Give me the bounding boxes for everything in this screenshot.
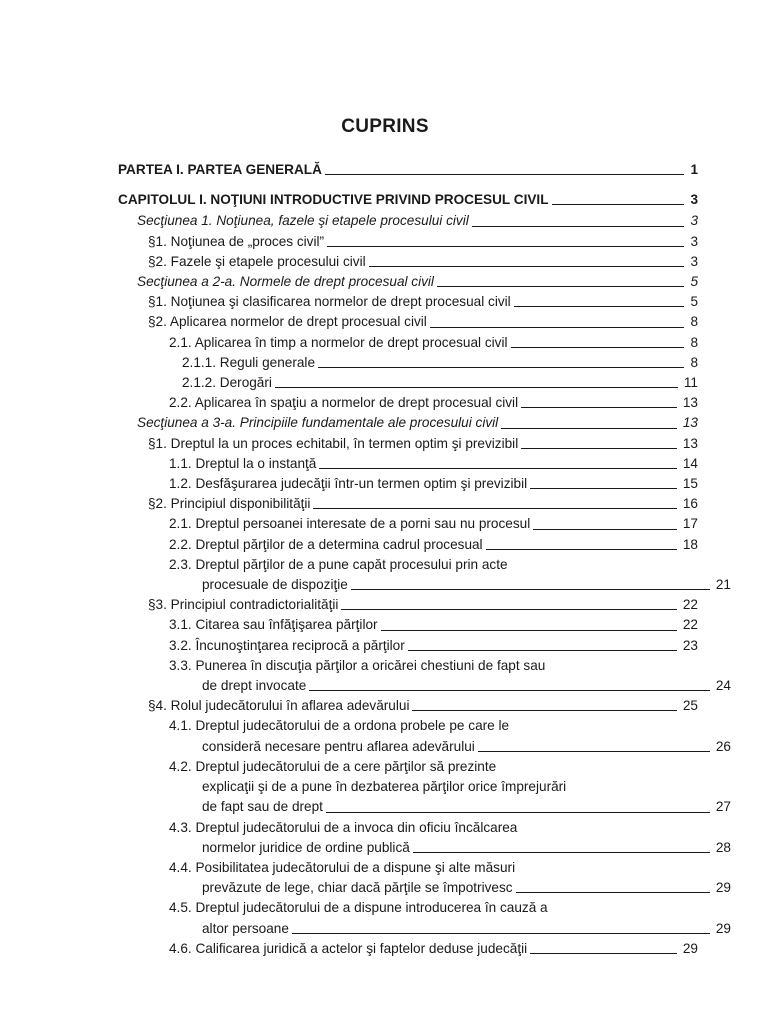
toc-page-number: 29 <box>715 880 731 896</box>
toc-entry-label: 3.2. Încunoştinţarea reciprocă a părţilor <box>169 637 405 653</box>
toc-page-number: 15 <box>682 476 698 492</box>
toc-entry <box>118 413 698 433</box>
toc-leader-line <box>533 529 677 530</box>
toc-entry <box>118 818 731 858</box>
toc-page-number: 13 <box>682 415 698 431</box>
toc-leader-line <box>486 549 677 550</box>
toc-page-number: 13 <box>682 395 698 411</box>
toc-leader-line <box>530 953 677 954</box>
toc-entry-label: §1. Dreptul la un proces echitabil, în termen optim şi previzibil <box>148 435 519 451</box>
toc-leader-line <box>275 387 678 388</box>
toc-page-number: 3 <box>690 233 698 249</box>
toc-entry <box>118 190 698 210</box>
toc-entry-label: 1.2. Desfăşurarea judecăţii într-un termen optim şi previzibil <box>169 476 528 492</box>
toc-entry <box>118 757 731 818</box>
toc-entry-label: §4. Rolul judecătorului în aflarea adevărului <box>148 698 410 714</box>
toc-page-number: 5 <box>690 274 698 290</box>
toc-page-number: 11 <box>683 375 698 391</box>
toc-leader-line <box>292 933 710 934</box>
toc-leader-line <box>341 609 676 610</box>
toc-entry <box>118 514 698 534</box>
toc-leader-line <box>437 286 684 287</box>
toc-entry-label-continued: de fapt sau de drept <box>202 799 323 815</box>
toc-entry <box>118 373 698 393</box>
toc-entry-label: 4.3. Dreptul judecătorului de a invoca din oficiu încălcarea <box>169 819 518 835</box>
toc-leader-line <box>325 174 685 175</box>
page-title: CUPRINS <box>341 116 429 137</box>
toc-entry <box>118 696 698 716</box>
table-of-contents <box>118 160 731 959</box>
toc-leader-line <box>351 589 710 590</box>
toc-page-number: 3 <box>690 213 698 229</box>
toc-page-number: 27 <box>715 799 731 815</box>
toc-entry-label: 1.1. Dreptul la o instanţă <box>169 455 317 471</box>
toc-entry <box>118 555 731 595</box>
toc-page-number: 3 <box>690 253 698 269</box>
toc-leader-line <box>309 690 710 691</box>
toc-entry-label: 3.3. Punerea în discuţia părţilor a oricărei chestiuni de fapt sau <box>169 657 546 673</box>
toc-leader-line <box>369 266 685 267</box>
toc-entry <box>118 292 698 312</box>
toc-entry <box>118 494 698 514</box>
toc-entry-label-continued: de drept invocate <box>202 678 307 694</box>
toc-leader-line <box>381 630 677 631</box>
toc-leader-line <box>412 710 676 711</box>
toc-entry-label: 3.1. Citarea sau înfăţişarea părţilor <box>169 617 378 633</box>
toc-entry-label: 4.2. Dreptul judecătorului de a cere părţilor să prezinte <box>169 758 497 774</box>
toc-leader-line <box>430 327 685 328</box>
toc-entry-label: 2.1.2. Derogări <box>182 375 272 391</box>
toc-entry <box>118 211 698 231</box>
toc-page-number: 16 <box>682 496 698 512</box>
toc-entry-label: §1. Noţiunea şi clasificarea normelor de drept procesual civil <box>148 294 511 310</box>
toc-entry-label: Secţiunea 1. Noţiunea, fazele şi etapele procesului civil <box>137 213 469 229</box>
toc-entry-label: §2. Aplicarea normelor de drept procesual civil <box>148 314 427 330</box>
toc-entry <box>118 535 698 555</box>
toc-leader-line <box>511 347 685 348</box>
toc-entry-label: §1. Noţiunea de „proces civil” <box>148 233 325 249</box>
toc-entry-label-continued: normelor juridice de ordine publică <box>202 839 410 855</box>
toc-entry <box>118 595 698 615</box>
toc-page-number: 25 <box>682 698 698 714</box>
toc-entry-label: 2.1. Dreptul persoanei interesate de a porni sau nu procesul <box>169 516 531 532</box>
toc-page-number: 3 <box>690 192 698 208</box>
toc-leader-line <box>319 468 677 469</box>
toc-leader-line <box>313 508 676 509</box>
toc-entry <box>118 656 731 696</box>
toc-leader-line <box>318 367 684 368</box>
toc-entry-label: Secţiunea a 3-a. Principiile fundamentale ale procesului civil <box>137 415 499 431</box>
toc-entry-label-continued: procesuale de dispoziţie <box>202 577 348 593</box>
toc-leader-line <box>501 428 677 429</box>
toc-entry-label: 2.2. Aplicarea în spaţiu a normelor de drept procesual civil <box>169 395 519 411</box>
toc-entry <box>118 474 698 494</box>
toc-entry-label: 4.4. Posibilitatea judecătorului de a dispune şi alte măsuri <box>169 859 516 875</box>
toc-entry-label: 4.5. Dreptul judecătorului de a dispune introducerea în cauză a <box>169 900 548 916</box>
toc-entry <box>118 615 698 635</box>
toc-page-number: 24 <box>715 678 731 694</box>
toc-entry <box>118 333 698 353</box>
toc-leader-line <box>472 226 685 227</box>
toc-entry-label: §3. Principiul contradictorialităţii <box>148 597 339 613</box>
toc-entry <box>118 353 698 373</box>
toc-entry-label: 2.2. Dreptul părţilor de a determina cadrul procesual <box>169 536 483 552</box>
toc-entry <box>118 454 698 474</box>
toc-page-number: 18 <box>682 536 698 552</box>
toc-entry <box>118 434 698 454</box>
toc-page-number: 23 <box>682 637 698 653</box>
toc-entry-label-continued: altor persoane <box>202 920 289 936</box>
toc-page-number: 26 <box>715 738 731 754</box>
toc-page-number: 22 <box>682 617 698 633</box>
toc-entry-label: 2.3. Dreptul părţilor de a pune capăt procesului prin acte <box>169 556 508 572</box>
toc-entry <box>118 716 731 756</box>
toc-page-number: 5 <box>690 294 698 310</box>
toc-entry-label: §2. Fazele şi etapele procesului civil <box>148 253 366 269</box>
toc-leader-line <box>516 892 710 893</box>
toc-entry-label-continued: prevăzute de lege, chiar dacă părţile se împotrivesc <box>202 880 513 896</box>
toc-entry <box>118 232 698 252</box>
toc-page-number: 21 <box>715 577 731 593</box>
toc-entry <box>118 160 698 180</box>
toc-entry <box>118 898 731 938</box>
toc-page-number: 29 <box>715 920 731 936</box>
toc-leader-line <box>552 204 685 205</box>
toc-entry <box>118 858 731 898</box>
toc-entry <box>118 939 698 959</box>
toc-entry <box>118 393 698 413</box>
toc-entry <box>118 272 698 292</box>
toc-entry-label: 4.1. Dreptul judecătorului de a ordona probele pe care le <box>169 718 510 734</box>
toc-page-number: 28 <box>715 839 731 855</box>
toc-leader-line <box>408 650 677 651</box>
toc-page-number: 8 <box>690 334 698 350</box>
toc-page-number: 14 <box>682 455 698 471</box>
toc-page-number: 13 <box>682 435 698 451</box>
toc-page-number: 29 <box>682 940 698 956</box>
toc-entry-label-continued: explicaţii şi de a pune în dezbaterea părţilor orice împrejurări <box>202 779 567 795</box>
toc-entry-label: 2.1. Aplicarea în timp a normelor de drept procesual civil <box>169 334 508 350</box>
toc-page-number: 17 <box>682 516 698 532</box>
toc-entry-label: Secţiunea a 2-a. Normele de drept procesual civil <box>137 274 434 290</box>
toc-leader-line <box>514 306 685 307</box>
toc-leader-line <box>326 812 710 813</box>
toc-page-number: 22 <box>682 597 698 613</box>
toc-entry-label: 2.1.1. Reguli generale <box>182 354 316 370</box>
toc-page-number: 8 <box>690 354 698 370</box>
toc-leader-line <box>327 246 684 247</box>
toc-entry-label: 4.6. Calificarea juridică a actelor şi faptelor deduse judecăţii <box>169 940 528 956</box>
toc-leader-line <box>530 488 677 489</box>
toc-leader-line <box>521 407 677 408</box>
toc-leader-line <box>478 751 710 752</box>
toc-entry <box>118 252 698 272</box>
toc-leader-line <box>521 448 677 449</box>
toc-leader-line <box>413 852 710 853</box>
toc-page-number: 8 <box>690 314 698 330</box>
toc-entry-label-continued: consideră necesare pentru aflarea adevărului <box>202 738 475 754</box>
toc-entry-label: CAPITOLUL I. NOŢIUNI INTRODUCTIVE PRIVIND PROCESUL CIVIL <box>118 192 549 208</box>
toc-entry-label: §2. Principiul disponibilităţii <box>148 496 311 512</box>
toc-entry <box>118 636 698 656</box>
toc-entry <box>118 312 698 332</box>
toc-entry-label: PARTEA I. PARTEA GENERALĂ <box>118 162 322 177</box>
toc-page-number: 1 <box>690 162 698 177</box>
